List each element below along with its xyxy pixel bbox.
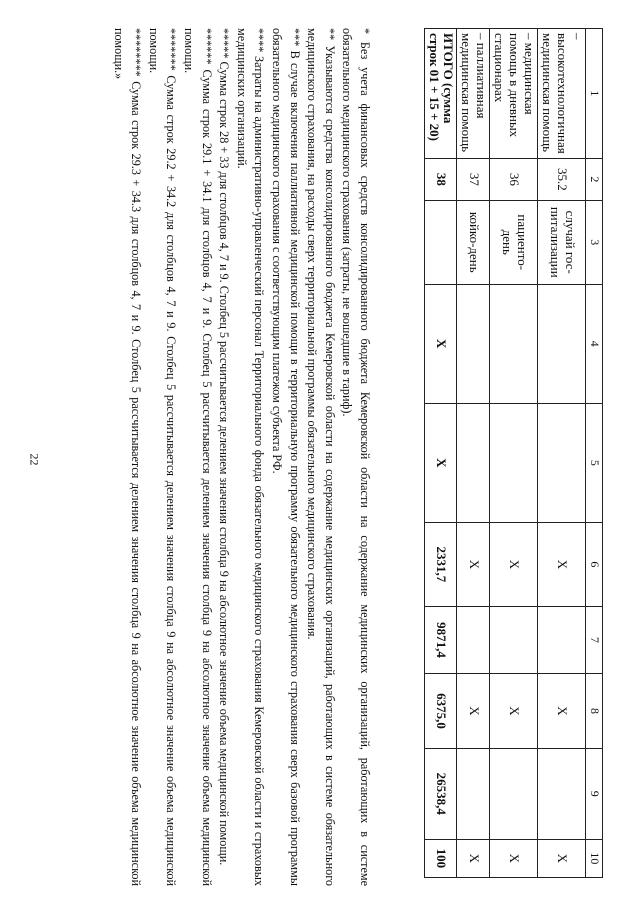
table-cell bbox=[457, 403, 490, 522]
header-cell: 9 bbox=[586, 748, 603, 839]
footnote: ***** Сумма строк 28 + 33 для столбцов 4, 7 и 9. Столбец 5 рассчитывается делением значения столбца 9 на абсолютное значение объема медицинской помощи. bbox=[217, 28, 232, 866]
table-cell: X bbox=[538, 522, 586, 606]
unit-cell: пациенто-день bbox=[490, 200, 538, 284]
table-header-row bbox=[586, 29, 603, 878]
footnote: ** Указываются средства консолидированного бюджета Кемеровской области на содержание медицинских организаций, работающих в системе обязательного медицинского страхования, на расходы сверх территориальной программы обязательного медицинского страхования. bbox=[305, 28, 337, 886]
header-cell: 3 bbox=[586, 200, 603, 284]
row-number: 37 bbox=[457, 158, 490, 200]
table-row bbox=[538, 29, 586, 878]
table-cell bbox=[490, 748, 538, 839]
financing-table bbox=[424, 28, 603, 878]
footnotes bbox=[109, 28, 373, 886]
footnote: ******** Сумма строк 29.3 + 34.3 для столбцов 4, 7 и 9. Столбец 5 рассчитывается делением значения столбца 9 на абсолютное значение объема медицинской помощи.» bbox=[111, 28, 144, 886]
table-cell: X bbox=[538, 839, 586, 877]
total-label: ИТОГО (сумма строк 01 + 15 + 20) bbox=[424, 29, 457, 159]
table-cell: 26538,4 bbox=[424, 748, 457, 839]
table-cell bbox=[490, 403, 538, 522]
footnote: **** Затраты на административно-управленческий персонал Территориального фонда обязательного медицинского страхования Кемеровской области и страховых медицинских организаций. bbox=[234, 28, 267, 886]
header-cell: 6 bbox=[586, 522, 603, 606]
row-number: 38 bbox=[424, 158, 457, 200]
table-cell: X bbox=[457, 674, 490, 749]
footnote: ****** Сумма строк 29.1 + 34.1 для столбцов 4, 7 и 9. Столбец 5 рассчитывается делением значения столбца 9 на абсолютное значение объема медицинской помощи. bbox=[182, 28, 214, 886]
unit-cell: случай гос-питализации bbox=[538, 200, 586, 284]
table-cell bbox=[538, 403, 586, 522]
table-cell bbox=[490, 606, 538, 673]
footnote: * Без учета финансовых средств консолидированного бюджета Кемеровской области на содержание медицинских организаций, работающих в системе обязательного медицинского страхования (затраты, не вошедшие в тариф). bbox=[340, 28, 372, 886]
footnote: *** В случае включения паллиативной медицинской помощи в территориальную программу обязательного медицинского страхования сверх базовой программы обязательного медицинского страхования с соответствующим платежом субъекта РФ. bbox=[270, 28, 302, 886]
table-cell: 2331,7 bbox=[424, 522, 457, 606]
table-cell: X bbox=[538, 674, 586, 749]
header-cell: 7 bbox=[586, 606, 603, 673]
table-cell: X bbox=[457, 522, 490, 606]
row-number: 36 bbox=[490, 158, 538, 200]
table-cell: 9871,4 bbox=[424, 606, 457, 673]
rotated-content bbox=[43, 28, 603, 898]
table-cell: X bbox=[424, 284, 457, 403]
header-cell: 1 bbox=[586, 29, 603, 159]
table-cell: X bbox=[490, 522, 538, 606]
header-cell: 4 bbox=[586, 284, 603, 403]
page-number: 22 bbox=[27, 453, 42, 466]
row-label: – медицинская помощь в дневных стационарах bbox=[490, 29, 538, 159]
table-cell bbox=[457, 748, 490, 839]
header-cell: 10 bbox=[586, 839, 603, 877]
table-cell: X bbox=[490, 839, 538, 877]
unit-cell: койко-день bbox=[457, 200, 490, 284]
footnote: ******* Сумма строк 29.2 + 34.2 для столбцов 4, 7 и 9. Столбец 5 рассчитывается делением значения столбца 9 на абсолютное значение объема медицинской помощи. bbox=[146, 28, 179, 886]
unit-cell bbox=[424, 200, 457, 284]
table-cell: X bbox=[424, 403, 457, 522]
table-cell bbox=[538, 606, 586, 673]
table-cell: X bbox=[490, 674, 538, 749]
total-row bbox=[424, 29, 457, 878]
table-row bbox=[457, 29, 490, 878]
table-cell: 100 bbox=[424, 839, 457, 877]
row-label: – паллиативная медицинская помощь bbox=[457, 29, 490, 159]
row-number: 35.2 bbox=[538, 158, 586, 200]
row-label: – высокотехнологичная медицинская помощь bbox=[538, 29, 586, 159]
table-cell bbox=[490, 284, 538, 403]
table-cell: X bbox=[457, 839, 490, 877]
table-row bbox=[490, 29, 538, 878]
table-cell bbox=[457, 606, 490, 673]
header-cell: 5 bbox=[586, 403, 603, 522]
table-cell bbox=[538, 748, 586, 839]
header-cell: 2 bbox=[586, 158, 603, 200]
table-cell: 6375,0 bbox=[424, 674, 457, 749]
table-cell bbox=[538, 284, 586, 403]
table-cell bbox=[457, 284, 490, 403]
header-cell: 8 bbox=[586, 674, 603, 749]
